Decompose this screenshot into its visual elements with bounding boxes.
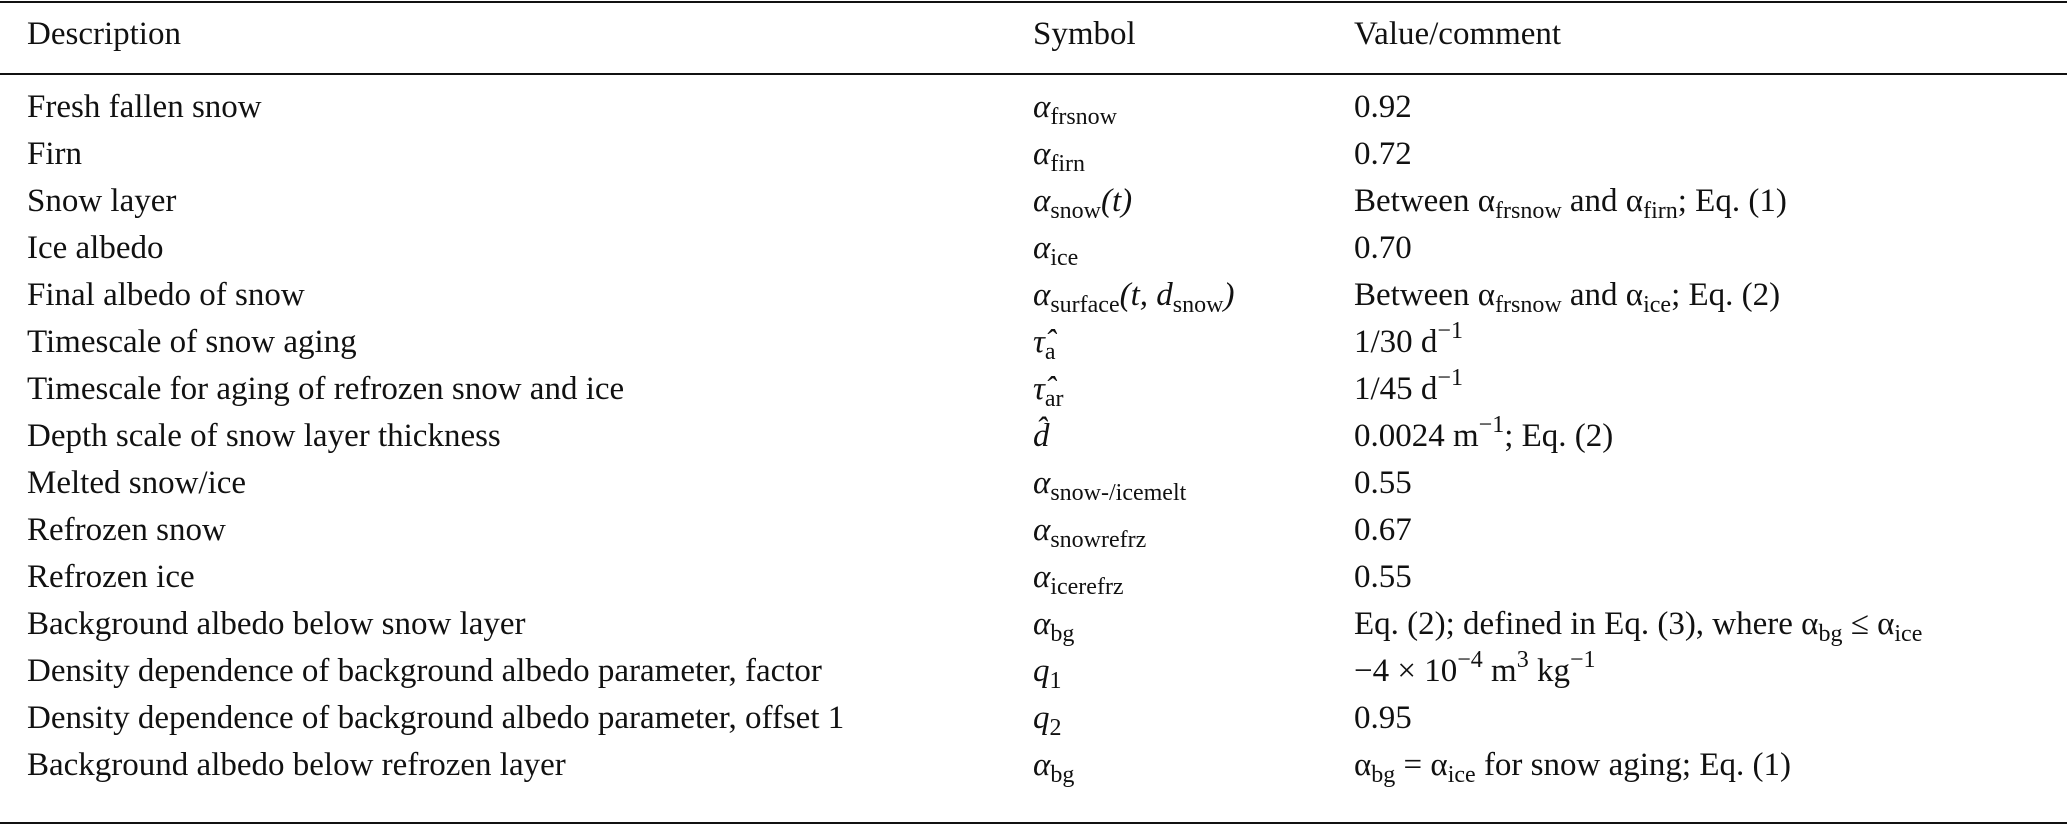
row-value: 0.92 (1354, 89, 1412, 125)
row-description: Melted snow/ice (27, 465, 247, 501)
table-header-rule (0, 73, 2067, 75)
table-row (0, 742, 2067, 789)
table-header-row (0, 11, 2067, 58)
table-row (0, 319, 2067, 366)
row-value: Between $\alpha_{frsnow}$ and $\alpha_{firn}$; Eq. (1) (1354, 183, 1787, 224)
row-description: Density dependence of background albedo parameter, factor (27, 653, 822, 689)
row-value: 0.55 (1354, 465, 1412, 501)
row-symbol: $\alpha_{bg}$ (1033, 747, 1075, 788)
row-symbol: $\taû_{ar}$ (1033, 371, 1064, 412)
row-value: $\alpha_{bg} = \alpha_{ice}$ for snow aging; Eq. (1) (1354, 747, 1791, 788)
row-value: 1/45 $d^{-1}$ (1354, 365, 1463, 407)
row-symbol: $q_1$ (1033, 653, 1062, 694)
row-value: $-4 \times 10^{-4}$ $m^3$ $kg^{-1}$ (1354, 647, 1596, 689)
row-symbol: d̂ (1033, 418, 1050, 454)
row-description: Final albedo of snow (27, 277, 305, 313)
row-value: 0.67 (1354, 512, 1412, 548)
table-row (0, 601, 2067, 648)
table-row (0, 460, 2067, 507)
row-symbol: $\alpha_{bg}$ (1033, 606, 1075, 647)
row-symbol: $\taû_a$ (1033, 324, 1056, 365)
table-row (0, 131, 2067, 178)
row-symbol: $\alpha_{icerefrz}$ (1033, 559, 1124, 600)
row-symbol: $\alpha_{ice}$ (1033, 230, 1079, 271)
row-value: 0.0024 $m^{-1}$; Eq. (2) (1354, 412, 1614, 454)
table-row (0, 178, 2067, 225)
row-description: Timescale of snow aging (27, 324, 357, 360)
row-value: 0.95 (1354, 700, 1412, 736)
table-row (0, 225, 2067, 272)
table-row (0, 366, 2067, 413)
table-row (0, 507, 2067, 554)
row-symbol: $\alpha_{surface}(t$, $d_{snow}$) (1033, 277, 1235, 318)
row-description: Timescale for aging of refrozen snow and ice (27, 371, 625, 407)
header-description: Description (27, 16, 181, 52)
row-value: 0.72 (1354, 136, 1412, 172)
row-description: Ice albedo (27, 230, 164, 266)
row-symbol: $\alpha_{snowrefrz}$ (1033, 512, 1147, 553)
row-description: Refrozen snow (27, 512, 226, 548)
table-row (0, 695, 2067, 742)
table-row (0, 413, 2067, 460)
row-value: 0.70 (1354, 230, 1412, 266)
row-symbol: $\alpha_{frsnow}$ (1033, 89, 1117, 130)
table-top-rule (0, 1, 2067, 3)
row-description: Refrozen ice (27, 559, 195, 595)
table-row (0, 84, 2067, 131)
row-symbol: $\alpha_{firn}$ (1033, 136, 1085, 177)
row-symbol: $q_2$ (1033, 700, 1062, 741)
row-value: 1/30 $d^{-1}$ (1354, 318, 1463, 360)
header-symbol: Symbol (1033, 16, 1136, 52)
header-value: Value/comment (1354, 16, 1562, 52)
row-description: Density dependence of background albedo parameter, offset 1 (27, 700, 845, 736)
row-symbol: $\alpha_{snow}(t)$ (1033, 183, 1133, 224)
row-value: Between $\alpha_{frsnow}$ and $\alpha_{ice}$; Eq. (2) (1354, 277, 1781, 318)
row-value: Eq. (2); defined in Eq. (3), where $\alpha_{bg} \le \alpha_{ice}$ (1354, 606, 1923, 647)
row-description: Depth scale of snow layer thickness (27, 418, 501, 454)
row-symbol: $\alpha_{snow-/icemelt}$ (1033, 465, 1187, 506)
row-description: Firn (27, 136, 83, 172)
row-value: 0.55 (1354, 559, 1412, 595)
row-description: Background albedo below snow layer (27, 606, 526, 642)
table-row (0, 648, 2067, 695)
table-row (0, 554, 2067, 601)
row-description: Fresh fallen snow (27, 89, 262, 125)
table-row (0, 272, 2067, 319)
table-bottom-rule (0, 822, 2067, 824)
row-description: Background albedo below refrozen layer (27, 747, 566, 783)
row-description: Snow layer (27, 183, 177, 219)
